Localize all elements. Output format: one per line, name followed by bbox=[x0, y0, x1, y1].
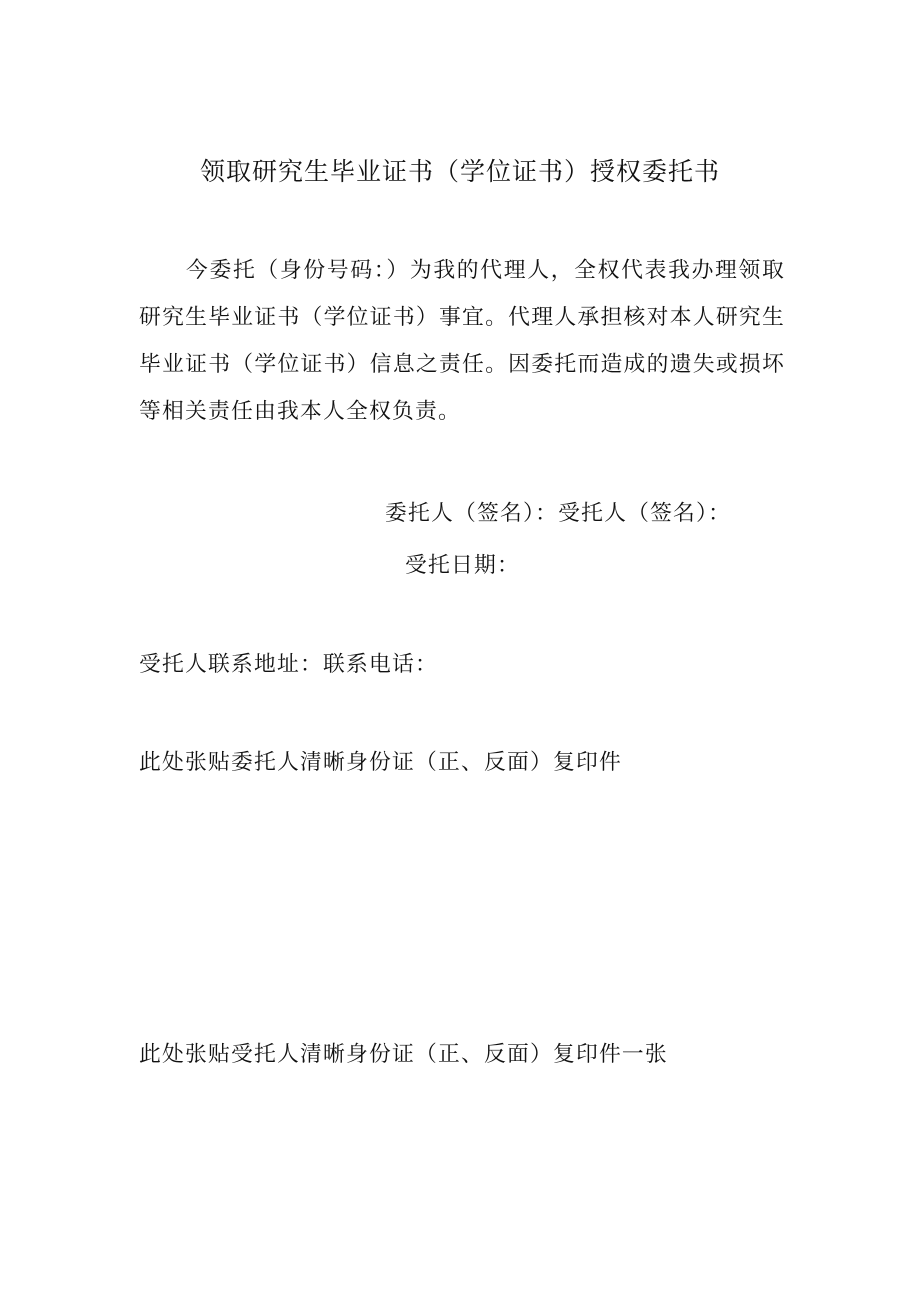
principal-id-paste-area-label: 此处张贴委托人清晰身份证（正、反面）复印件 bbox=[139, 750, 622, 775]
authorization-paragraph: 今委托（身份号码：）为我的代理人，全权代表我办理领取研究生毕业证书（学位证书）事宜。代理人承担核对本人研究生毕业证书（学位证书）信息之责任。因委托而造成的遗失或损坏等相关责任由我本人全权负责。 bbox=[139, 258, 785, 424]
authorization-date-line: 受托日期： bbox=[405, 553, 520, 578]
agent-id-paste-area-label: 此处张贴受托人清晰身份证（正、反面）复印件一张 bbox=[139, 1042, 668, 1067]
signature-line: 委托人（签名）：受托人（签名）： bbox=[385, 501, 732, 526]
agent-contact-line: 受托人联系地址：联系电话： bbox=[139, 652, 438, 677]
document-title: 领取研究生毕业证书（学位证书）授权委托书 bbox=[199, 157, 720, 186]
